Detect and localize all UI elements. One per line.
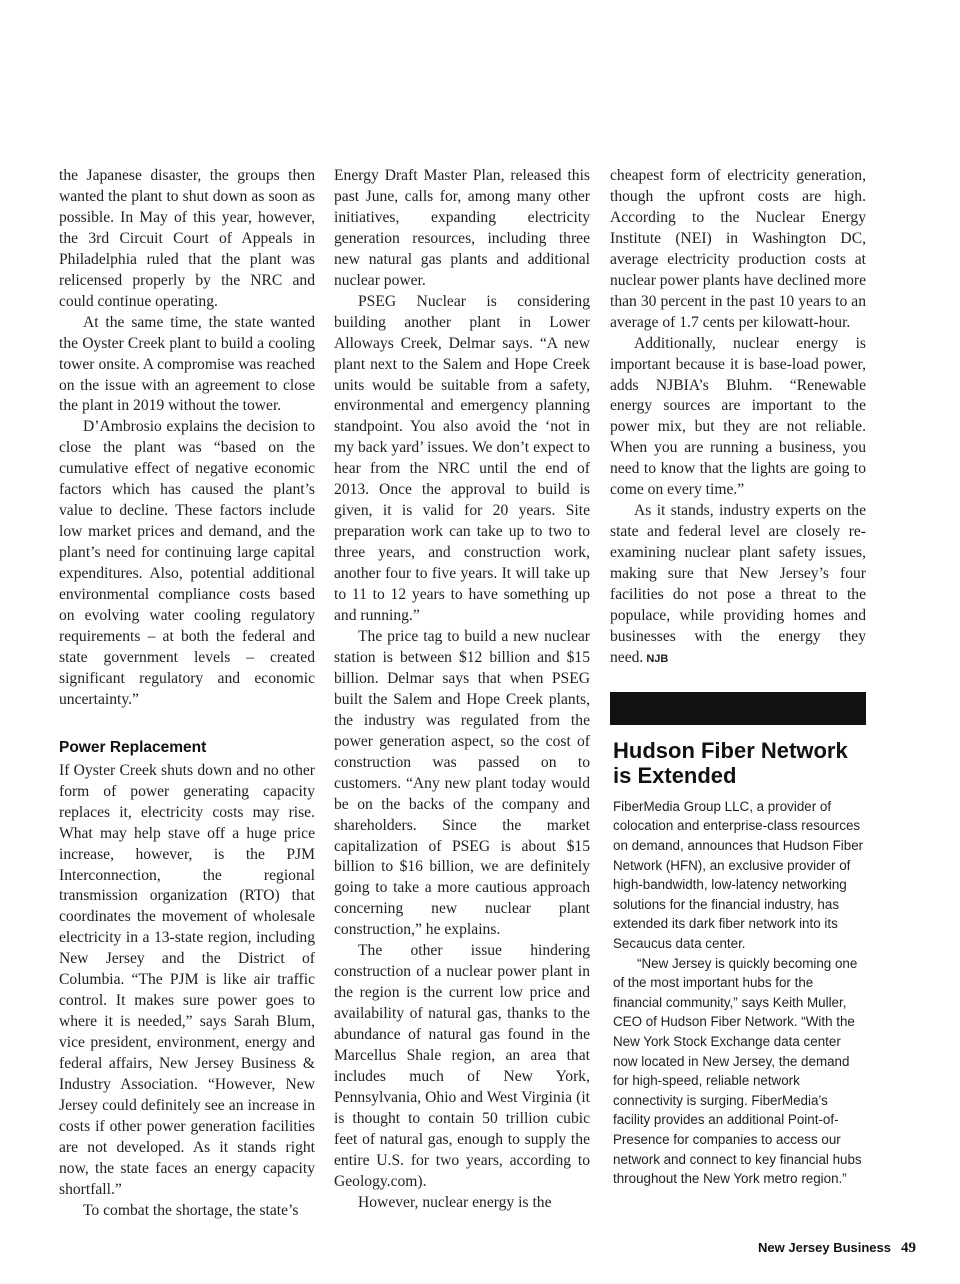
page-number: 49 [901, 1240, 916, 1256]
paragraph: The price tag to build a new nuclear station is between $12 billion and $15 billion. Delmar says that when PSEG built the Salem and Hope Creek plants, the industry was regulated from the power generation aspect, so the cost of construction was passed on to customers. “Any new plant today would be on the backs of the company and shareholders. Since the market capitalization of PSEG is about $15 billion to $16 billion, we are definitely going to take a more cautious approach concerning new nuclear plant construction,” he explains. [334, 627, 590, 939]
article-column-2 [334, 166, 590, 1214]
paragraph: However, nuclear energy is the [358, 1193, 552, 1211]
paragraph: At the same time, the state wanted the Oyster Creek plant to build a cooling tower onsite. A compromise was reached on the issue with an agreement to close the plant in 2019 without the tower. [59, 313, 315, 415]
sidebar-body [610, 797, 866, 1189]
paragraph: “New Jersey is quickly becoming one of the most important hubs for the financial community,” says Keith Muller, CEO of Hudson Fiber Network. “With the New York Stock Exchange data center now located in New Jersey, the demand for high-speed, reliable network connectivity is surging. FiberMedia’s facility provides an additional Point-of-Presence for companies to access our network and connect to key financial hubs throughout the New York metro region.” [613, 955, 862, 1187]
paragraph: To combat the shortage, the state’s [83, 1201, 299, 1219]
paragraph-text: As it stands, industry experts on the state and federal level are closely re-examining nuclear plant safety issues, making sure that New Jersey’s four facilities do not pose a threat to the populace, while providing homes and businesses with the energy they need. [610, 502, 866, 666]
sidebar-header-bar [610, 692, 866, 725]
end-mark: NJB [646, 652, 669, 665]
article-column-3 [610, 166, 866, 1189]
publication-name: New Jersey Business [758, 1240, 891, 1255]
paragraph: D’Ambrosio explains the decision to close the plant was “based on the cumulative effect of negative economic factors which has caused the plant’s value to decline. These factors include low market prices and demand, and the plant’s need for continuing large capital expenditures. Also, potential additional environmental compliance costs based on evolving water cooling regulatory requirements – at both the federal and state government levels – created significant regulatory and economic uncertainty.” [59, 418, 315, 708]
paragraph: cheapest form of electricity generation, though the upfront costs are high. According to the Nuclear Energy Institute (NEI) in Washington DC, average electricity production costs at nuclear power plants have declined more than 30 percent in the past 10 years to an average of 1.7 cents per kilowatt-hour. [610, 167, 866, 331]
page-footer [758, 1240, 916, 1257]
paragraph: If Oyster Creek shuts down and no other form of power generating capacity replaces it, electricity costs may rise. What may help stave off a huge price increase, however, is the PJM Interconnection, the regional transmission organization (RTO) that coordinates the movement of wholesale electricity in a 13-state region, including New Jersey and the District of Columbia. “The PJM is like air traffic control. It makes sure power goes to where it is needed,” says Sarah Blum, vice president, environment, energy and federal affairs, New Jersey Business & Industry Association. “However, New Jersey could definitely see an increase in costs if other power generation facilities are not developed. As it stands right now, the state faces an energy capacity shortfall.” [59, 761, 315, 1198]
paragraph: Additionally, nuclear energy is important because it is base-load power, adds NJBIA’s Bluhm. “Renewable energy sources are important to the power mix, but they are not reliable. When you are running a business, you need to know that the lights are going to come on every time.” [610, 334, 866, 499]
paragraph: PSEG Nuclear is considering building another plant in Lower Alloways Creek, Delmar says. “A new plant next to the Salem and Hope Creek units would be suitable from a safety, environmental and emergency planning standpoint. You also avoid the ‘not in my back yard’ issues. We don’t expect to hear from the NRC until the end of 2013. Once the approval to build is given, it is valid for 20 years. Site preparation work can take up to two to three years, and construction work, another four to five years. It will take up to 11 to 12 years to have something up and running.” [334, 292, 590, 625]
paragraph: The other issue hindering construction of a nuclear power plant in the region is the current low price and availability of natural gas, thanks to the abundance of natural gas found in the Marcellus Shale region, an area that includes much of New York, Pennsylvania, Ohio and West Virginia (it is thought to contain 50 trillion cubic feet of natural gas, enough to supply the entire U.S. for two years, according to Geology.com). [334, 942, 590, 1190]
paragraph [610, 501, 866, 670]
paragraph: FiberMedia Group LLC, a provider of colocation and enterprise-class resources on demand, announces that Hudson Fiber Network (HFN), an exclusive provider of high-bandwidth, low-latency networking solutions for the financial industry, has extended its dark fiber network into its Secaucus data center. [613, 798, 864, 952]
sidebar-title: Hudson Fiber Network is Extended [613, 737, 848, 788]
article-column-1 [59, 166, 315, 1222]
paragraph: Energy Draft Master Plan, released this past June, calls for, among many other initiatives, expanding electricity generation resources, including three new natural gas plants and additional nuclear power. [334, 167, 590, 289]
paragraph: the Japanese disaster, the groups then wanted the plant to shut down as soon as possible. In May of this year, however, the 3rd Circuit Court of Appeals in Philadelphia ruled that the plant was relicensed properly by the NRC and could continue operating. [59, 167, 315, 310]
section-subheading: Power Replacement [59, 738, 207, 756]
